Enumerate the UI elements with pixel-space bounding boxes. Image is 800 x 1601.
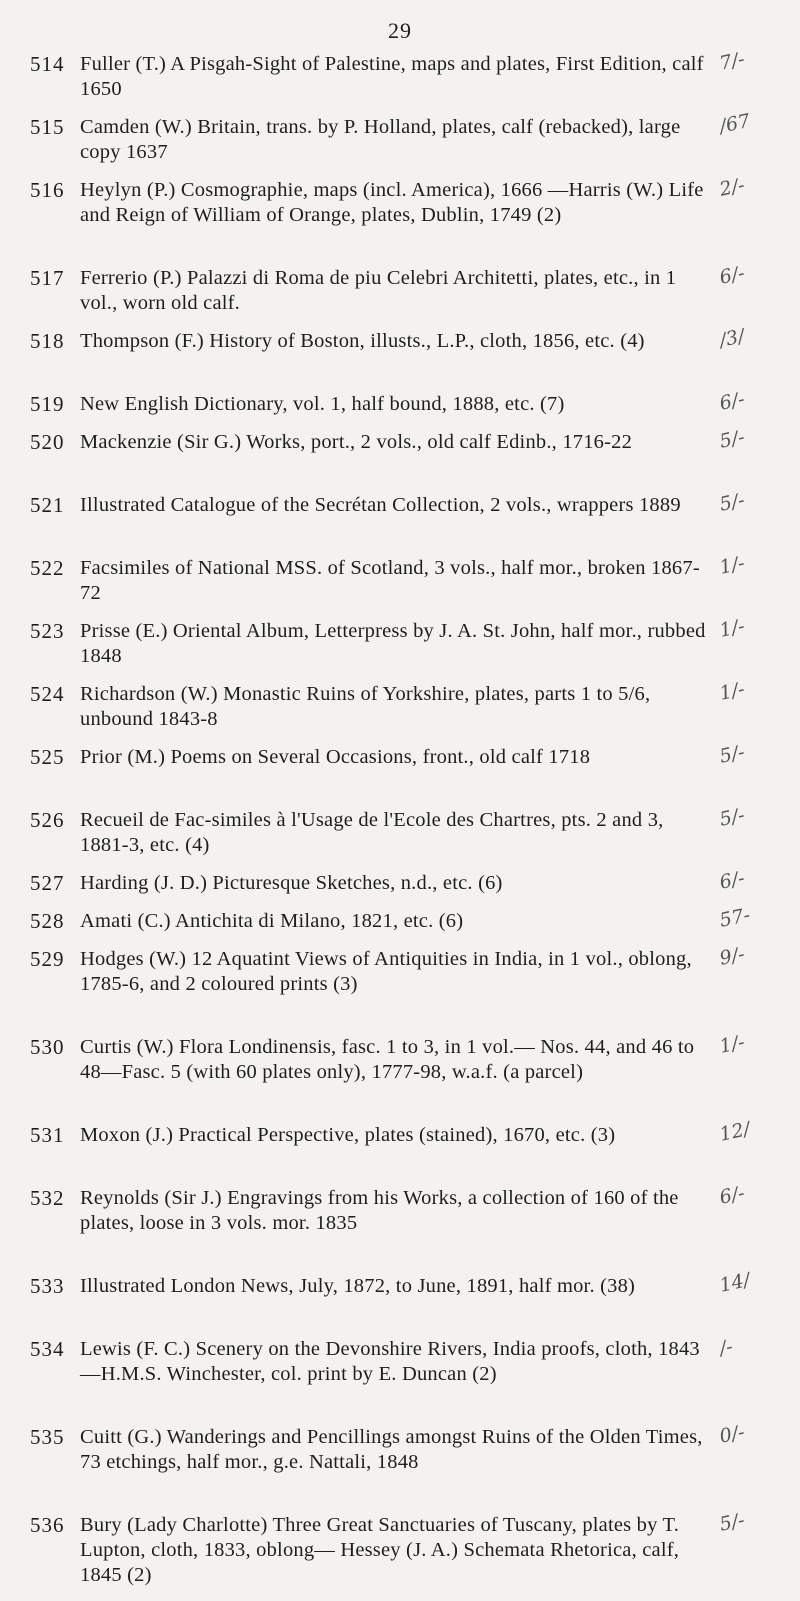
- entry-text: Prior (M.) Poems on Several Occasions, front., old calf 1718: [80, 746, 591, 768]
- lot-number: 523: [30, 619, 65, 643]
- lot-number: 531: [30, 1123, 65, 1147]
- entry-text: Bury (Lady Charlotte) Three Great Sanctuaries of Tuscany, plates by T. Lupton, cloth, 1833, oblong— Hessey (J. A.) Schemata Rhetorica, calf, 1845 (2): [80, 1514, 680, 1586]
- catalogue-entry: [0, 741, 800, 795]
- lot-number: 526: [30, 808, 65, 832]
- catalogue-entry: [0, 1182, 800, 1261]
- catalogue-entry: [0, 943, 800, 1022]
- catalogue-entry: [0, 615, 800, 669]
- lot-number: 517: [30, 266, 65, 290]
- lot-number: 515: [30, 115, 65, 139]
- lot-number: 532: [30, 1186, 65, 1210]
- handwritten-price: 6/-: [717, 1182, 747, 1209]
- handwritten-price: 57-: [717, 903, 753, 932]
- handwritten-price: 5/-: [717, 489, 747, 516]
- catalogue-entry: [0, 1509, 800, 1588]
- handwritten-price: 6/-: [717, 867, 747, 894]
- handwritten-price: 1/-: [717, 615, 747, 642]
- catalogue-entry: [0, 489, 800, 543]
- catalogue-entry: [0, 388, 800, 417]
- handwritten-price: 14/: [717, 1268, 753, 1297]
- catalogue-entry: [0, 1337, 800, 1412]
- catalogue-entry: [0, 109, 800, 165]
- handwritten-price: 0/-: [717, 1421, 747, 1448]
- lot-number: 514: [30, 52, 65, 76]
- handwritten-price: 12/: [717, 1117, 753, 1146]
- handwritten-price: /-: [717, 1335, 735, 1360]
- handwritten-price: /67: [717, 109, 753, 138]
- entry-text: Illustrated Catalogue of the Secrétan Collection, 2 vols., wrappers 1889: [80, 494, 681, 516]
- lot-number: 520: [30, 430, 65, 454]
- entry-text: Recueil de Fac-similes à l'Usage de l'Ecole des Chartres, pts. 2 and 3, 1881-3, etc. (4): [80, 809, 664, 856]
- catalogue-entry: [0, 1421, 800, 1500]
- entry-text: Moxon (J.) Practical Perspective, plates (stained), 1670, etc. (3): [80, 1124, 616, 1146]
- entry-text: Illustrated London News, July, 1872, to June, 1891, half mor. (38): [80, 1275, 636, 1297]
- handwritten-price: 5/-: [717, 804, 747, 831]
- entry-text: Facsimiles of National MSS. of Scotland, 3 vols., half mor., broken 1867-72: [80, 557, 700, 604]
- entry-text: Hodges (W.) 12 Aquatint Views of Antiquities in India, in 1 vol., oblong, 1785-6, and 2 coloured prints (3): [80, 948, 692, 995]
- catalogue-entry: [0, 552, 800, 606]
- handwritten-price: 2/-: [717, 174, 747, 201]
- catalogue-entry: [0, 867, 800, 896]
- lot-number: 528: [30, 909, 65, 933]
- entry-text: New English Dictionary, vol. 1, half bound, 1888, etc. (7): [80, 393, 565, 415]
- lot-number: 516: [30, 178, 65, 202]
- lot-number: 536: [30, 1513, 65, 1537]
- catalogue-list: [0, 48, 800, 1601]
- catalogue-entry: [0, 262, 800, 316]
- lot-number: 519: [30, 392, 65, 416]
- catalogue-entry: [0, 325, 800, 379]
- entry-text: Curtis (W.) Flora Londinensis, fasc. 1 to 3, in 1 vol.— Nos. 44, and 46 to 48—Fasc. 5 (with 60 plates only), 1777-98, w.a.f. (a parcel): [80, 1036, 695, 1083]
- lot-number: 521: [30, 493, 65, 517]
- catalogue-entry: [0, 903, 800, 934]
- entry-text: Prisse (E.) Oriental Album, Letterpress by J. A. St. John, half mor., rubbed 1848: [80, 620, 706, 667]
- handwritten-price: 5/-: [717, 741, 747, 768]
- entry-text: Fuller (T.) A Pisgah-Sight of Palestine, maps and plates, First Edition, calf 1650: [80, 53, 704, 100]
- lot-number: 524: [30, 682, 65, 706]
- lot-number: 529: [30, 947, 65, 971]
- handwritten-price: 5/-: [717, 1509, 747, 1536]
- entry-text: Harding (J. D.) Picturesque Sketches, n.d., etc. (6): [80, 872, 503, 894]
- catalogue-entry: [0, 426, 800, 480]
- handwritten-price: 1/-: [717, 678, 747, 705]
- page-number: 29: [388, 18, 412, 43]
- handwritten-price: 5/-: [717, 426, 747, 453]
- entry-text: Lewis (F. C.) Scenery on the Devonshire Rivers, India proofs, cloth, 1843—H.M.S. Winchester, col. print by E. Duncan (2): [80, 1338, 700, 1385]
- lot-number: 534: [30, 1337, 65, 1361]
- catalogue-entry: [0, 174, 800, 253]
- entry-text: Mackenzie (Sir G.) Works, port., 2 vols., old calf Edinb., 1716-22: [80, 431, 633, 453]
- handwritten-price: 6/-: [717, 388, 747, 415]
- handwritten-price: 1/-: [717, 1031, 747, 1058]
- entry-text: Thompson (F.) History of Boston, illusts., L.P., cloth, 1856, etc. (4): [80, 330, 645, 352]
- handwritten-price: 1/-: [717, 552, 747, 579]
- lot-number: 527: [30, 871, 65, 895]
- entry-text: Richardson (W.) Monastic Ruins of Yorkshire, plates, parts 1 to 5/6, unbound 1843-8: [80, 683, 651, 730]
- catalogue-entry: [0, 48, 800, 102]
- entry-text: Ferrerio (P.) Palazzi di Roma de piu Celebri Architetti, plates, etc., in 1 vol., worn old calf.: [80, 267, 677, 314]
- lot-number: 522: [30, 556, 65, 580]
- lot-number: 518: [30, 329, 65, 353]
- catalogue-entry: [0, 678, 800, 732]
- entry-text: Camden (W.) Britain, trans. by P. Holland, plates, calf (rebacked), large copy 1637: [80, 116, 681, 163]
- catalogue-entry: [0, 1031, 800, 1110]
- lot-number: 525: [30, 745, 65, 769]
- catalogue-entry: [0, 1117, 800, 1173]
- lot-number: 535: [30, 1425, 65, 1449]
- lot-number: 530: [30, 1035, 65, 1059]
- handwritten-price: 7/-: [717, 48, 747, 75]
- handwritten-price: /3/: [717, 325, 747, 352]
- entry-text: Amati (C.) Antichita di Milano, 1821, etc. (6): [80, 910, 464, 932]
- lot-number: 533: [30, 1274, 65, 1298]
- catalogue-entry: [0, 1268, 800, 1324]
- handwritten-price: 9/-: [717, 943, 747, 970]
- catalogue-entry: [0, 804, 800, 858]
- handwritten-price: 6/-: [717, 262, 747, 289]
- entry-text: Heylyn (P.) Cosmographie, maps (incl. America), 1666 —Harris (W.) Life and Reign of William of Orange, plates, Dublin, 1749 (2): [80, 179, 704, 226]
- entry-text: Reynolds (Sir J.) Engravings from his Works, a collection of 160 of the plates, loose in 3 vols. mor. 1835: [80, 1187, 679, 1234]
- entry-text: Cuitt (G.) Wanderings and Pencillings amongst Ruins of the Olden Times, 73 etchings, half mor., g.e. Nattali, 1848: [80, 1426, 703, 1473]
